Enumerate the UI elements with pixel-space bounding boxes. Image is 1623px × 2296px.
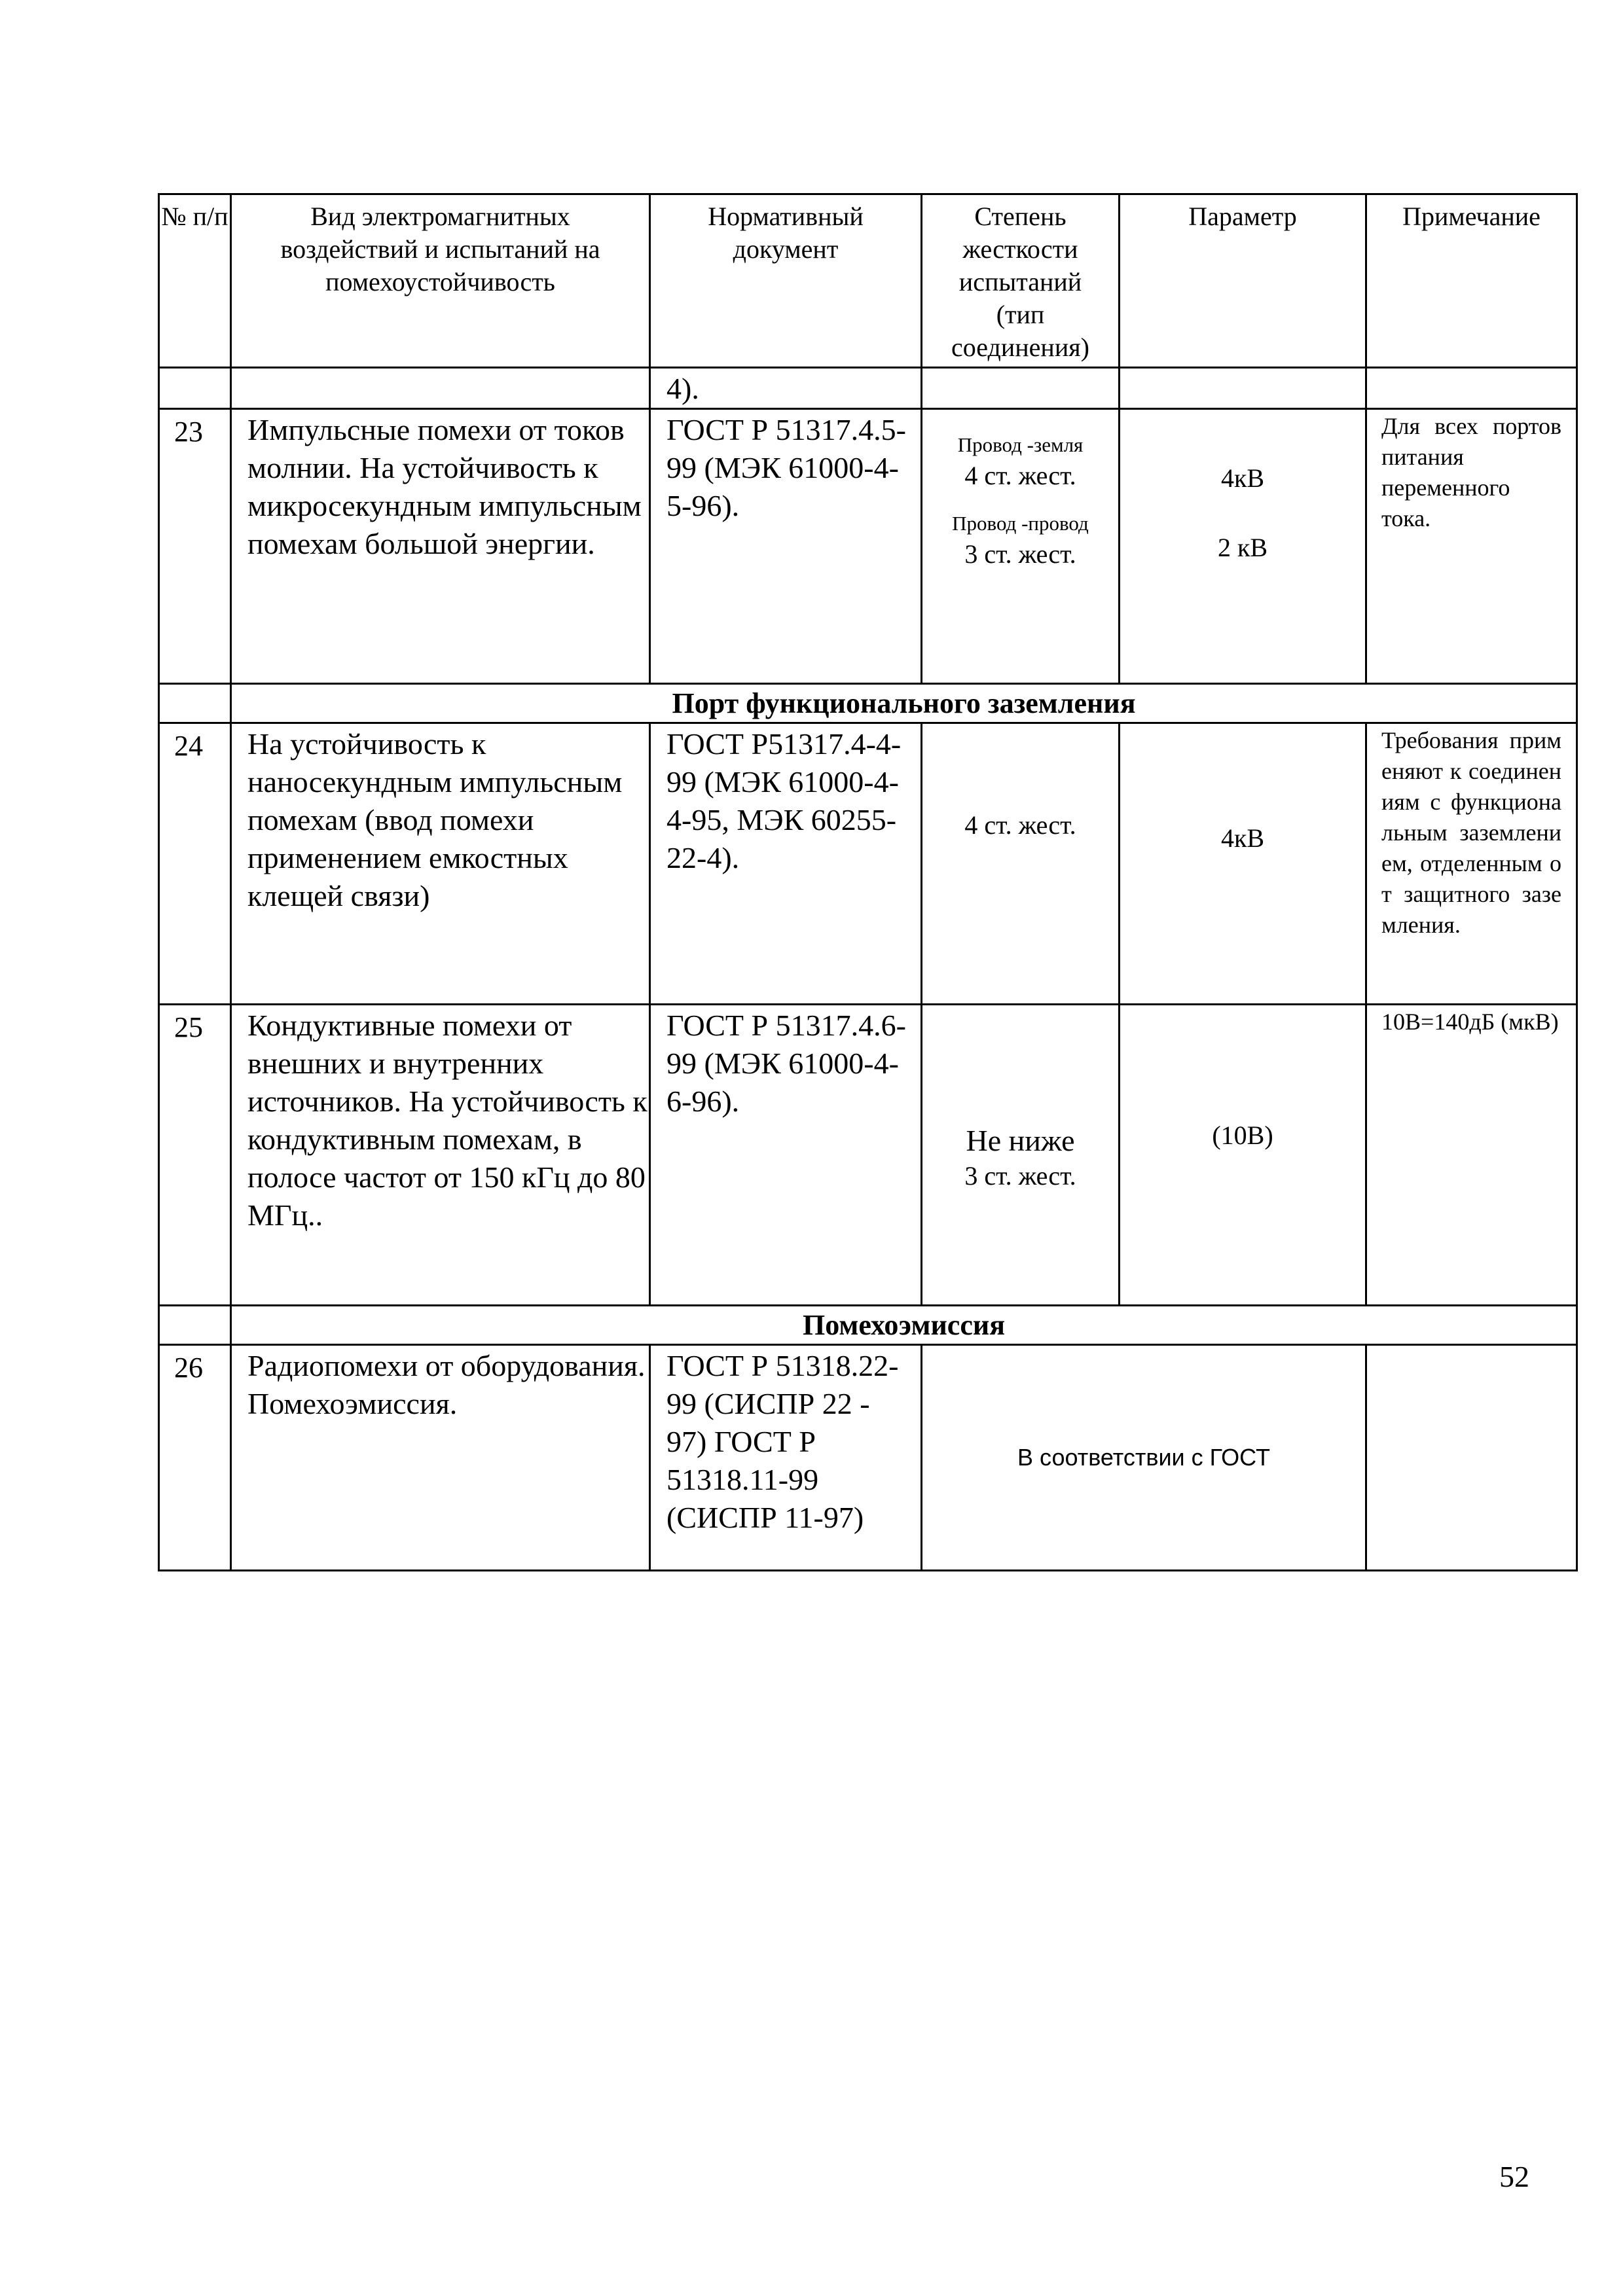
row-25-degree-1: Не ниже <box>966 1124 1075 1157</box>
row-23-degree-label-2: Провод -провод <box>952 512 1089 535</box>
header-num: № п/п <box>159 194 231 368</box>
row-23-type: Импульсные помехи от токов молнии. На устойчивость к микросекундным импульсным помехам большой энергии. <box>231 409 650 684</box>
emc-requirements-table <box>158 193 1578 1571</box>
row-23-num: 23 <box>159 409 231 684</box>
cell-empty <box>159 368 231 409</box>
row-24-param: 4кВ <box>1120 723 1366 1005</box>
row-24-type: На устойчивость к наносекундным импульсным помехам (ввод помехи применением емкостных клещей связи) <box>231 723 650 1005</box>
header-type: Вид электромагнитных воздействий и испытаний на помехоустойчивость <box>231 194 650 368</box>
row-23-param <box>1120 409 1366 684</box>
header-degree: Степень жесткости испытаний (тип соединения) <box>922 194 1120 368</box>
table-row-26 <box>159 1345 1577 1571</box>
row-25-degree-2: 3 ст. жест. <box>964 1161 1076 1191</box>
row-25-note: 10В=140дБ (мкВ) <box>1366 1005 1577 1306</box>
section-row-functional-grounding <box>159 684 1577 723</box>
section-title-functional-grounding: Порт функционального заземления <box>231 684 1577 723</box>
row-26-degree-param: В соответствии с ГОСТ <box>922 1345 1366 1571</box>
row-24-num: 24 <box>159 723 231 1005</box>
row-23-degree-value-2: 3 ст. жест. <box>964 539 1076 569</box>
page-number: 52 <box>1499 2160 1529 2193</box>
row-25-doc: ГОСТ Р 51317.4.6-99 (МЭК 61000-4-6-96). <box>650 1005 922 1306</box>
cell-empty <box>1366 368 1577 409</box>
row-25-num: 25 <box>159 1005 231 1306</box>
row-26-doc: ГОСТ Р 51318.22- 99 (СИСПР 22 - 97) ГОСТ Р 51318.11-99 (СИСПР 11-97) <box>650 1345 922 1571</box>
row-23-param-1: 4кВ <box>1220 463 1265 493</box>
row-23-doc: ГОСТ Р 51317.4.5-99 (МЭК 61000-4-5-96). <box>650 409 922 684</box>
row-23-degree-value-1: 4 ст. жест. <box>964 461 1076 490</box>
row-24-doc: ГОСТ Р51317.4-4-99 (МЭК 61000-4-4-95, МЭК 60255-22-4). <box>650 723 922 1005</box>
section-title-emission: Помехоэмиссия <box>231 1306 1577 1345</box>
row-25-type: Кондуктивные помехи от внешних и внутренних источников. На устойчивость к кондуктивным помехам, в полосе частот от 150 кГц до 80 МГц.. <box>231 1005 650 1306</box>
row-23-degree <box>922 409 1120 684</box>
table-row-continuation <box>159 368 1577 409</box>
row-23-param-2: 2 кВ <box>1217 533 1268 562</box>
row-26-num: 26 <box>159 1345 231 1571</box>
table-header-row <box>159 194 1577 368</box>
table-row-25 <box>159 1005 1577 1306</box>
header-doc: Нормативный документ <box>650 194 922 368</box>
continuation-doc: 4). <box>650 368 922 409</box>
row-24-degree: 4 ст. жест. <box>922 723 1120 1005</box>
row-24-note: Требования применяют к соединениям с функциональным заземлением, отделенным от защитного заземления. <box>1366 723 1577 1005</box>
row-25-param: (10В) <box>1120 1005 1366 1306</box>
cell-empty <box>159 1306 231 1345</box>
row-23-note: Для всех портов питания переменного тока. <box>1366 409 1577 684</box>
header-note: Примечание <box>1366 194 1577 368</box>
cell-empty <box>159 684 231 723</box>
table-row-24 <box>159 723 1577 1005</box>
row-26-type: Радиопомехи от оборудования. Помехоэмиссия. <box>231 1345 650 1571</box>
section-row-emission <box>159 1306 1577 1345</box>
row-23-degree-label-1: Провод -земля <box>957 433 1084 456</box>
cell-empty <box>231 368 650 409</box>
cell-empty <box>1120 368 1366 409</box>
header-param: Параметр <box>1120 194 1366 368</box>
table-row-23 <box>159 409 1577 684</box>
row-25-degree <box>922 1005 1120 1306</box>
cell-empty <box>922 368 1120 409</box>
cell-empty <box>1366 1345 1577 1571</box>
